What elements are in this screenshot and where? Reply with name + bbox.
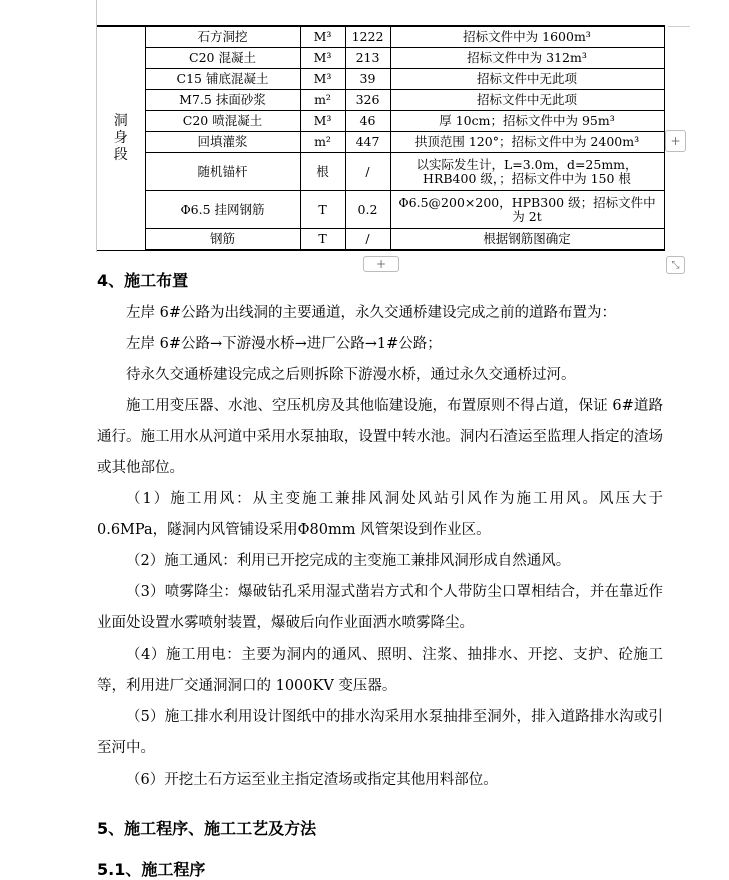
qty-cell[interactable]: 39 — [345, 69, 390, 90]
unit-cell[interactable]: M³ — [300, 26, 345, 48]
note-cell[interactable]: Φ6.5@200×200，HPB300 级；招标文件中为 2t — [390, 191, 664, 229]
unit-cell[interactable]: M³ — [300, 69, 345, 90]
section-5-heading: 5、施工程序、施工工艺及方法 — [97, 819, 317, 838]
item-cell[interactable]: 回填灌浆 — [145, 132, 300, 153]
note-cell[interactable]: 以实际发生计，L=3.0m，d=25mm，HRB400 级，；招标文件中为 150 根 — [390, 153, 664, 191]
paragraph: 左岸 6#公路为出线洞的主要通道，永久交通桥建设完成之前的道路布置为： — [126, 305, 616, 321]
list-item: （1）施工用风：从主变施工兼排风洞处风站引风作为施工用风。风压大于 0.6MPa，隧洞内风管铺设采用Φ80mm 风管架设到作业区。 — [97, 491, 663, 538]
list-item: （6）开挖土石方运至业主指定渣场或指定其他用料部位。 — [126, 772, 498, 788]
list-item: （4）施工用电：主要为洞内的通风、照明、注浆、抽排水、开挖、支护、砼施工等，利用进厂交通洞洞口的 1000KV 变压器。 — [97, 647, 663, 694]
item-cell[interactable]: Φ6.5 挂网钢筋 — [145, 191, 300, 229]
item-cell[interactable]: 钢筋 — [145, 229, 300, 251]
list-item: （2）施工通风：利用已开挖完成的主变施工兼排风洞形成自然通风。 — [126, 553, 571, 569]
unit-cell[interactable]: M³ — [300, 111, 345, 132]
table-row — [97, 90, 664, 111]
note-cell[interactable]: 根据钢筋图确定 — [390, 229, 664, 251]
table-row — [97, 153, 664, 191]
qty-cell[interactable]: 326 — [345, 90, 390, 111]
segment-label: 洞身段 — [113, 112, 128, 163]
paragraph: 待永久交通桥建设完成之后则拆除下游漫水桥，通过永久交通桥过河。 — [126, 367, 576, 383]
paragraph: 左岸 6#公路→下游漫水桥→进厂公路→1#公路； — [126, 336, 442, 352]
note-cell[interactable]: 拱顶范围 120°；招标文件中为 2400m³ — [390, 132, 664, 153]
list-item: （5）施工排水利用设计图纸中的排水沟采用水泵抽排至洞外，排入道路排水沟或引至河中。 — [97, 709, 663, 756]
paragraph: 施工用变压器、水池、空压机房及其他临建设施，布置原则不得占道，保证 6#道路通行。施工用水从河道中采用水泵抽取，设置中转水池。洞内石渣运至监理人指定的渣场或其他部位。 — [97, 398, 663, 476]
qty-cell[interactable]: 0.2 — [345, 191, 390, 229]
list-item: （3）喷雾降尘：爆破钻孔采用湿式凿岩方式和个人带防尘口罩相结合，并在靠近作业面处设置水雾喷射装置，爆破后向作业面洒水喷雾降尘。 — [97, 584, 663, 631]
unit-cell[interactable]: M³ — [300, 48, 345, 69]
plus-icon: + — [670, 134, 681, 148]
note-cell[interactable]: 厚 10cm；招标文件中为 95m³ — [390, 111, 664, 132]
table-row — [97, 229, 664, 251]
table-row — [97, 191, 664, 229]
qty-cell[interactable]: / — [345, 229, 390, 251]
qty-cell[interactable]: / — [345, 153, 390, 191]
table-resize-handle[interactable] — [666, 256, 685, 274]
segment-label-cell[interactable] — [97, 26, 145, 250]
note-cell[interactable]: 招标文件中为 312m³ — [390, 48, 664, 69]
qty-cell[interactable]: 213 — [345, 48, 390, 69]
table-row — [97, 48, 664, 69]
note-cell[interactable]: 招标文件中为 1600m³ — [390, 26, 664, 48]
qty-cell[interactable]: 46 — [345, 111, 390, 132]
unit-cell[interactable]: T — [300, 191, 345, 229]
table-row — [97, 111, 664, 132]
qty-cell[interactable]: 447 — [345, 132, 390, 153]
unit-cell[interactable]: T — [300, 229, 345, 251]
note-cell[interactable]: 招标文件中无此项 — [390, 69, 664, 90]
unit-cell[interactable]: 根 — [300, 153, 345, 191]
section-5-1-heading: 5.1、施工程序 — [97, 860, 206, 879]
item-cell[interactable]: C20 混凝土 — [145, 48, 300, 69]
plus-icon: + — [375, 257, 387, 271]
qty-cell[interactable]: 1222 — [345, 26, 390, 48]
add-column-button[interactable] — [665, 130, 686, 152]
unit-cell[interactable]: m² — [300, 90, 345, 111]
add-row-button[interactable] — [363, 256, 399, 272]
section-4-heading: 4、施工布置 — [97, 271, 189, 290]
table-row — [97, 69, 664, 90]
resize-diagonal-icon: ⤡ — [671, 259, 680, 271]
item-cell[interactable]: M7.5 抹面砂浆 — [145, 90, 300, 111]
unit-cell[interactable]: m² — [300, 132, 345, 153]
table-row — [97, 26, 664, 48]
page-top-rule — [668, 26, 690, 27]
quantity-table — [97, 25, 665, 251]
item-cell[interactable]: C15 铺底混凝土 — [145, 69, 300, 90]
note-cell[interactable]: 招标文件中无此项 — [390, 90, 664, 111]
table-row — [97, 132, 664, 153]
item-cell[interactable]: 随机锚杆 — [145, 153, 300, 191]
item-cell[interactable]: C20 喷混凝土 — [145, 111, 300, 132]
item-cell[interactable]: 石方洞挖 — [145, 26, 300, 48]
